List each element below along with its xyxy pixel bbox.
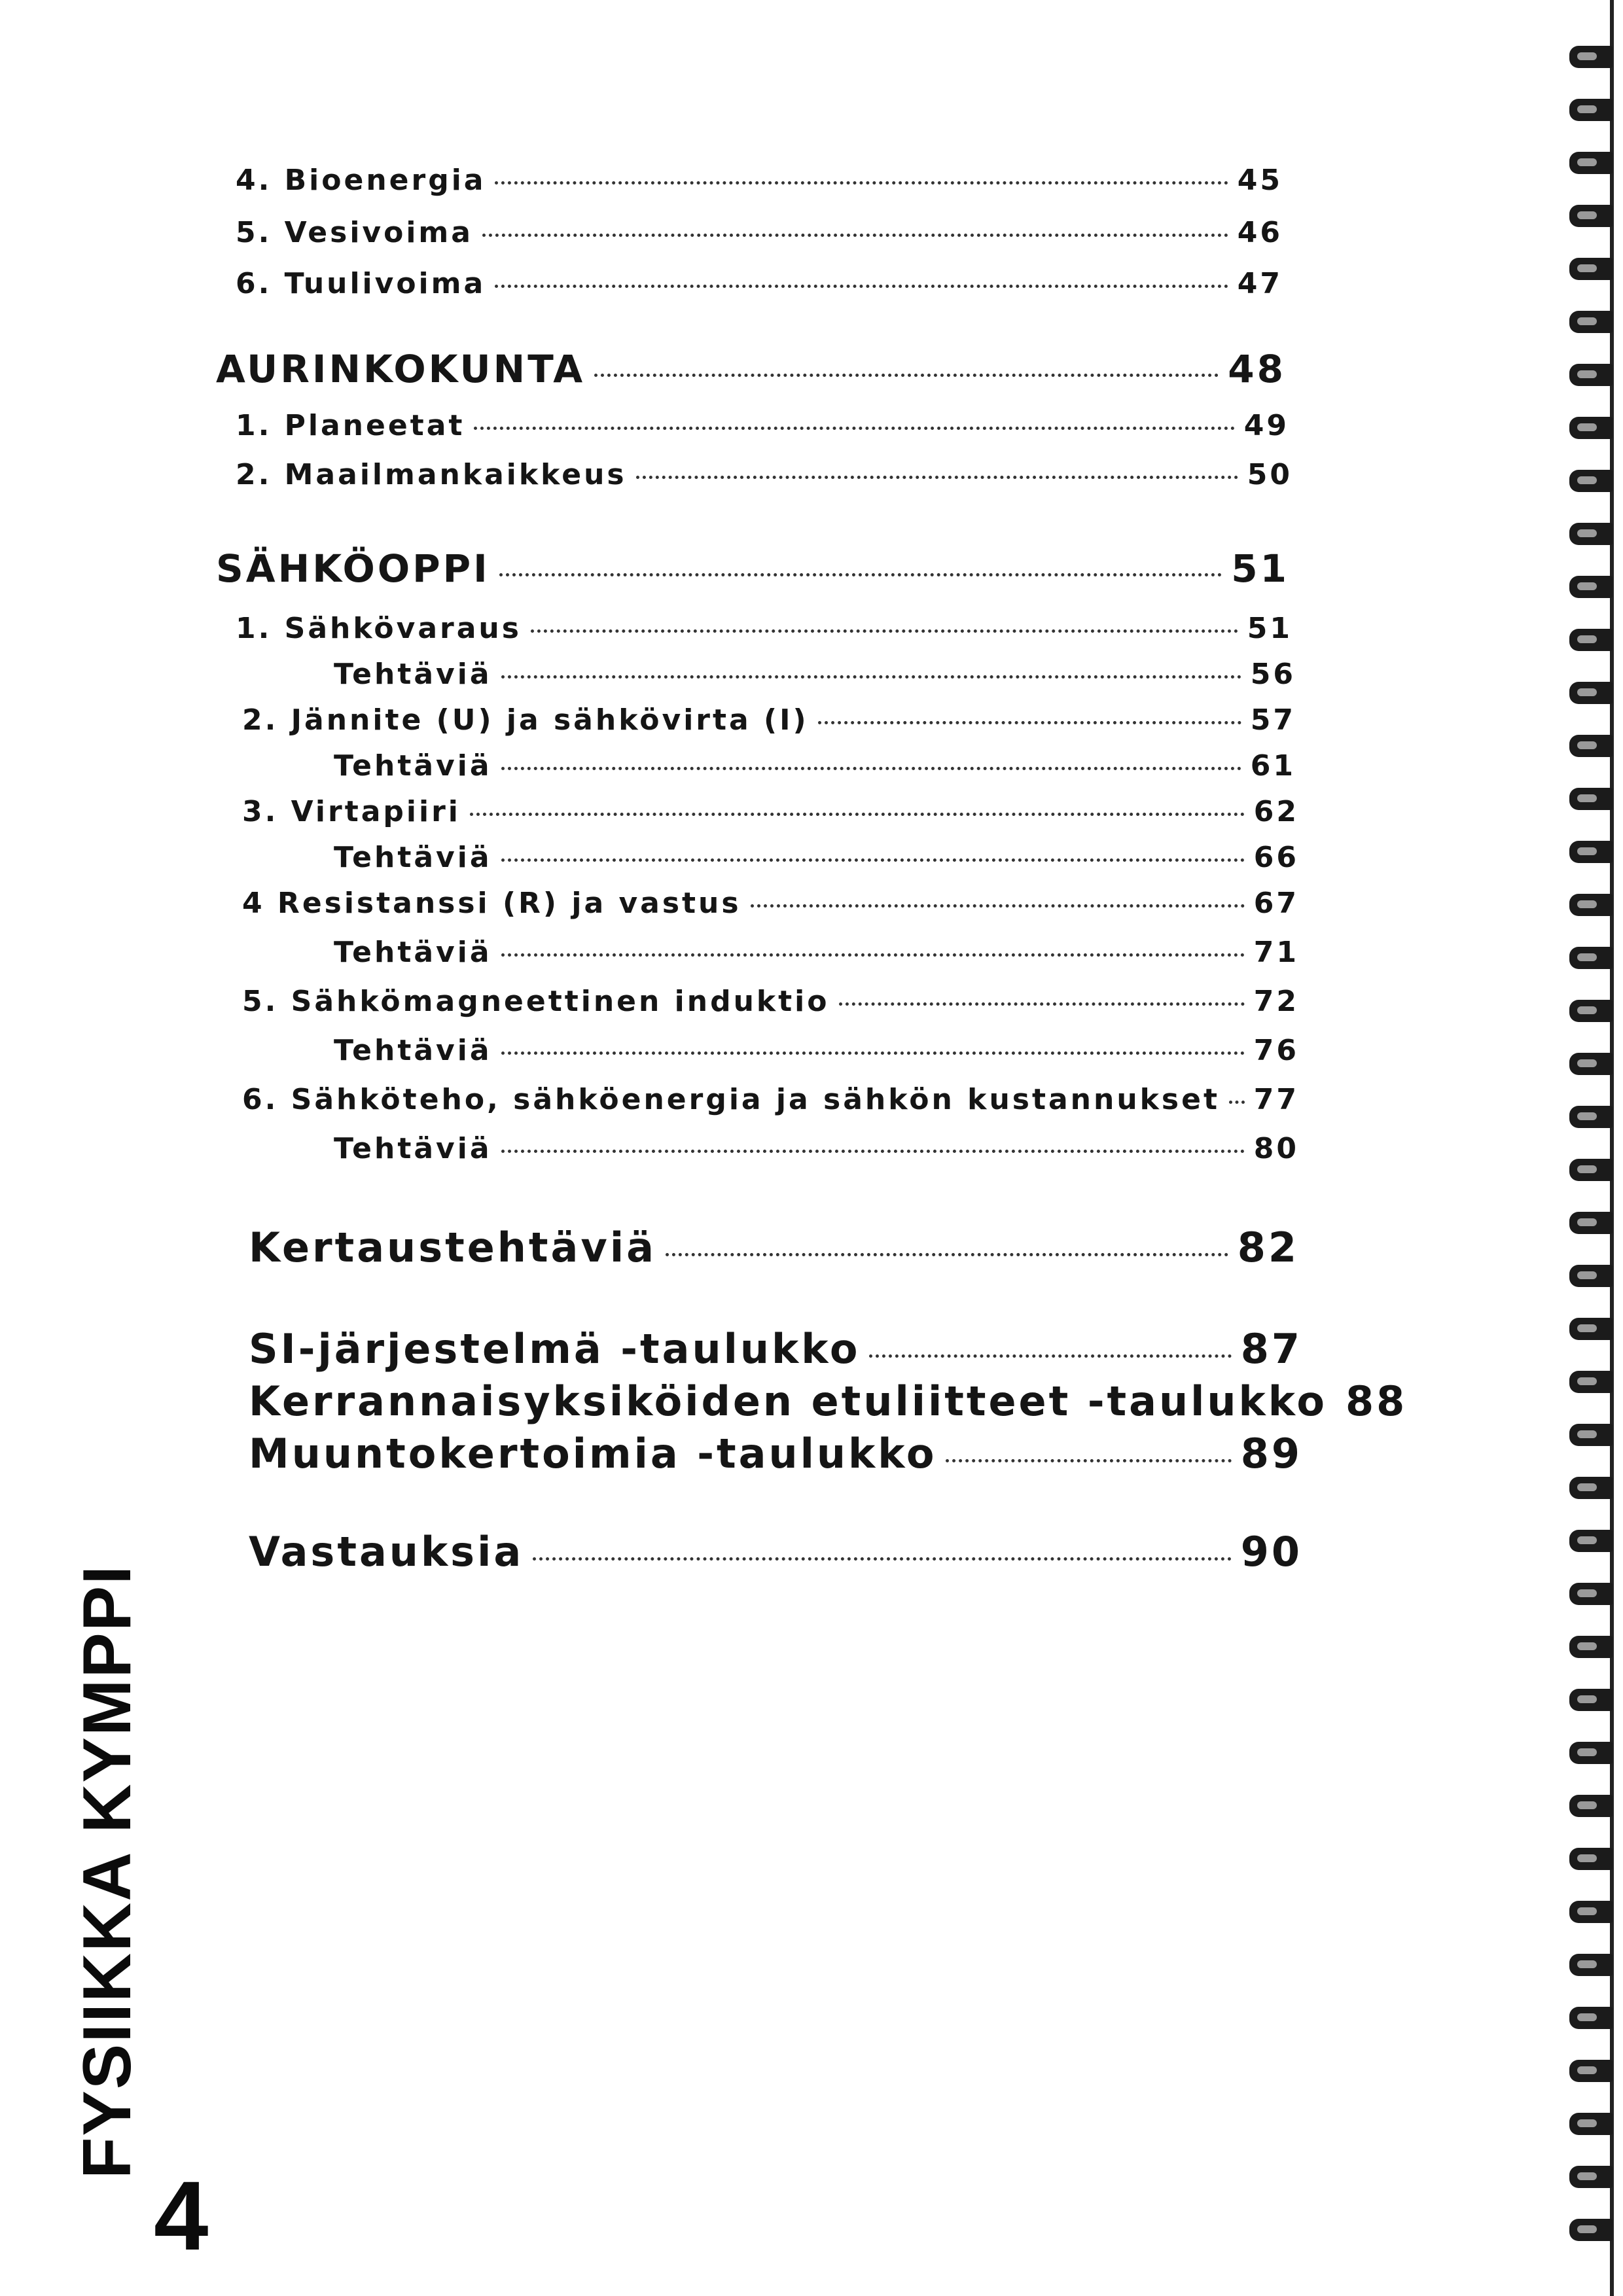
binding-ring: [1569, 205, 1613, 227]
dot-leader: [495, 285, 1228, 288]
spiral-binding: [1551, 0, 1623, 2296]
binding-ring: [1569, 1000, 1613, 1022]
toc-entry: [236, 216, 1283, 249]
toc-entry-page: 47: [1237, 267, 1283, 300]
dot-leader: [470, 813, 1245, 816]
book-title-vertical: FYSIIKKA KYMPPI: [69, 1564, 145, 2179]
binding-ring: [1569, 1848, 1613, 1870]
toc-entry-label: Muuntokertoimia -taulukko: [249, 1430, 937, 1477]
toc-entry-label: 5. Sähkömagneettinen induktio: [242, 985, 830, 1018]
toc-entry-page: 56: [1250, 658, 1296, 691]
dot-leader: [946, 1459, 1231, 1462]
toc-entry-page: 72: [1253, 985, 1299, 1018]
dot-leader: [533, 1557, 1232, 1561]
toc-entry-label: AURINKOKUNTA: [216, 347, 586, 391]
binding-ring: [1569, 46, 1613, 68]
toc-entry-label: SÄHKÖOPPI: [216, 546, 490, 591]
dot-leader: [501, 953, 1245, 957]
binding-edge: [1610, 0, 1614, 2296]
binding-ring: [1569, 682, 1613, 704]
toc-entry-page: 67: [1253, 887, 1299, 920]
toc-entry-page: 77: [1253, 1083, 1299, 1116]
toc-entry-page: 76: [1253, 1034, 1299, 1067]
binding-ring: [1569, 2060, 1613, 2082]
toc-entry-page: 87: [1240, 1325, 1302, 1373]
binding-ring: [1569, 788, 1613, 810]
dot-leader: [531, 629, 1238, 633]
toc-entry-page: 45: [1237, 164, 1283, 197]
toc-entry-label: 4 Resistanssi (R) ja vastus: [242, 887, 741, 920]
page-number: 4: [154, 2161, 209, 2270]
dot-leader: [818, 721, 1241, 724]
toc-section-heading: [249, 1430, 1302, 1477]
binding-ring: [1569, 1212, 1613, 1234]
toc-entry-label: Tehtäviä: [334, 1132, 492, 1165]
binding-ring: [1569, 1371, 1613, 1393]
toc-entry-page: 51: [1247, 612, 1293, 645]
toc-section-heading: [249, 1528, 1302, 1576]
binding-ring: [1569, 364, 1613, 386]
dot-leader: [751, 904, 1245, 908]
toc-entry-label: Tehtäviä: [334, 841, 492, 874]
binding-ring: [1569, 1636, 1613, 1658]
toc-section-heading: [249, 1325, 1302, 1373]
toc-entry-label: Kertaustehtäviä: [249, 1224, 656, 1271]
toc-entry-label: Kerrannaisyksiköiden etuliitteet -taulukko: [249, 1377, 1327, 1425]
toc-entry: [334, 749, 1296, 783]
toc-section-heading: [216, 347, 1286, 391]
toc-entry-label: 6. Sähköteho, sähköenergia ja sähkön kustannukset: [242, 1083, 1220, 1116]
binding-ring: [1569, 735, 1613, 757]
binding-ring: [1569, 947, 1613, 969]
binding-ring: [1569, 1265, 1613, 1287]
binding-ring: [1569, 2113, 1613, 2135]
dot-leader: [495, 181, 1228, 185]
binding-ring: [1569, 1318, 1613, 1340]
binding-ring: [1569, 1954, 1613, 1976]
toc-entry-page: 50: [1247, 458, 1293, 491]
toc-entry-page: 62: [1253, 795, 1299, 828]
toc-entry: [334, 658, 1296, 691]
toc-entry: [236, 164, 1283, 197]
binding-ring: [1569, 2219, 1613, 2241]
toc-entry-page: 89: [1240, 1430, 1302, 1477]
toc-entry-page: 82: [1237, 1224, 1299, 1271]
toc-entry: [242, 887, 1299, 920]
binding-ring: [1569, 1106, 1613, 1128]
toc-entry: [242, 985, 1299, 1018]
toc-entry-page: 90: [1240, 1528, 1302, 1576]
toc-entry-page: 46: [1237, 216, 1283, 249]
toc-entry-label: Tehtäviä: [334, 749, 492, 783]
binding-ring: [1569, 1689, 1613, 1711]
toc-entry-label: Tehtäviä: [334, 936, 492, 969]
toc-entry: [236, 409, 1289, 442]
binding-ring: [1569, 2007, 1613, 2029]
toc-entry: [334, 1034, 1299, 1067]
toc-section-heading: [249, 1377, 1408, 1425]
toc-entry-page: 61: [1250, 749, 1296, 783]
toc-entry-label: 1. Sähkövaraus: [236, 612, 522, 645]
dot-leader: [666, 1253, 1228, 1256]
toc-entry: [334, 936, 1299, 969]
binding-ring: [1569, 417, 1613, 439]
dot-leader: [501, 767, 1241, 770]
binding-ring: [1569, 1742, 1613, 1764]
dot-leader: [501, 858, 1245, 862]
toc-entry: [242, 795, 1299, 828]
toc-entry-page: 88: [1345, 1377, 1408, 1425]
toc-section-heading: [216, 546, 1289, 591]
binding-ring: [1569, 523, 1613, 545]
toc-entry: [236, 612, 1293, 645]
toc-entry: [236, 458, 1293, 491]
toc-section-heading: [249, 1224, 1299, 1271]
toc-entry-page: 48: [1228, 347, 1286, 391]
binding-ring: [1569, 1424, 1613, 1446]
binding-ring: [1569, 841, 1613, 863]
binding-ring: [1569, 311, 1613, 333]
binding-ring: [1569, 99, 1613, 121]
binding-ring: [1569, 1530, 1613, 1552]
toc-entry-label: 3. Virtapiiri: [242, 795, 461, 828]
toc-entry: [242, 703, 1296, 737]
toc-entry-page: 49: [1243, 409, 1289, 442]
dot-leader: [499, 573, 1222, 576]
dot-leader: [501, 1051, 1245, 1055]
binding-ring: [1569, 1477, 1613, 1499]
dot-leader: [482, 234, 1228, 237]
binding-ring: [1569, 1901, 1613, 1923]
binding-ring: [1569, 629, 1613, 651]
binding-ring: [1569, 894, 1613, 916]
toc-entry-page: 80: [1253, 1132, 1299, 1165]
toc-entry: [334, 841, 1299, 874]
toc-entry-label: Vastauksia: [249, 1528, 524, 1576]
toc-entry-page: 57: [1250, 703, 1296, 737]
toc-entry-label: 2. Jännite (U) ja sähkövirta (I): [242, 703, 809, 737]
toc-entry-page: 71: [1253, 936, 1299, 969]
toc-entry-label: Tehtäviä: [334, 658, 492, 691]
toc-entry-label: 6. Tuulivoima: [236, 267, 486, 300]
binding-ring: [1569, 152, 1613, 174]
dot-leader: [636, 476, 1238, 479]
binding-ring: [1569, 1583, 1613, 1605]
toc-entry-label: 5. Vesivoima: [236, 216, 473, 249]
binding-ring: [1569, 470, 1613, 492]
toc-entry: [236, 267, 1283, 300]
binding-ring: [1569, 1053, 1613, 1075]
dot-leader: [594, 374, 1219, 377]
toc-entry-label: 2. Maailmankaikkeus: [236, 458, 627, 491]
dot-leader: [501, 675, 1241, 679]
toc-entry-label: 4. Bioenergia: [236, 164, 486, 197]
toc-entry-label: SI-järjestelmä -taulukko: [249, 1325, 861, 1373]
dot-leader: [474, 427, 1234, 430]
binding-ring: [1569, 2166, 1613, 2188]
binding-ring: [1569, 576, 1613, 598]
dot-leader: [1229, 1101, 1245, 1104]
dot-leader: [501, 1150, 1245, 1153]
binding-ring: [1569, 258, 1613, 280]
toc-entry: [334, 1132, 1299, 1165]
binding-ring: [1569, 1159, 1613, 1181]
dot-leader: [869, 1354, 1231, 1358]
dot-leader: [839, 1002, 1245, 1006]
toc-entry: [242, 1083, 1299, 1116]
toc-entry-label: Tehtäviä: [334, 1034, 492, 1067]
toc-entry-page: 51: [1231, 546, 1289, 591]
toc-entry-page: 66: [1253, 841, 1299, 874]
binding-ring: [1569, 1795, 1613, 1817]
toc-entry-label: 1. Planeetat: [236, 409, 465, 442]
